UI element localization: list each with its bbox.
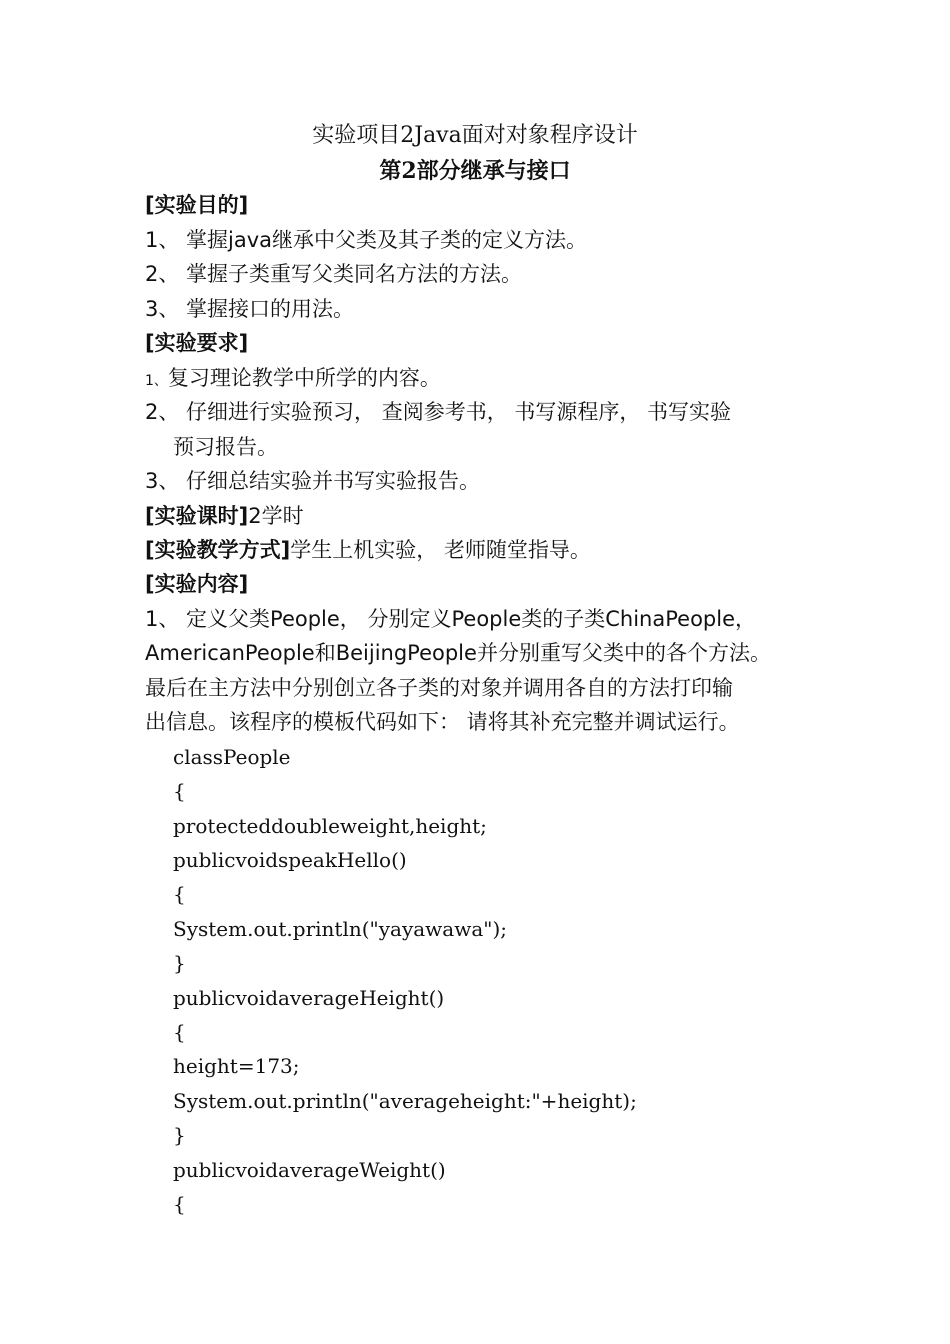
method-line [145,535,591,565]
code-line: height=173; [173,1054,300,1078]
code-line: publicvoidspeakHello() [173,848,407,872]
requirement-item-1-number: 1、 [145,373,168,389]
requirement-item-2-line-2: 预习报告。 [173,435,278,459]
content-paragraph-line-4: 出信息。该程序的模板代码如下： 请将其补充完整并调试运行。 [145,710,740,734]
code-line: classPeople [173,745,291,769]
document-title: 实验项目2Java面对对象程序设计 [312,123,638,148]
code-line: publicvoidaverageWeight() [173,1158,446,1182]
hours-heading: [实验课时] [145,504,249,528]
document-subtitle: 第2部分继承与接口 [379,158,571,184]
code-line: { [173,1192,186,1216]
code-line: System.out.println("averageheight:"+height); [173,1089,637,1113]
hours-value: 2学时 [248,504,304,528]
purpose-heading: [实验目的] [145,193,249,217]
code-line: System.out.println("yayawawa"); [173,917,508,941]
code-line: protecteddoubleweight,height; [173,814,487,838]
requirement-item-2-line-1: 2、 仔细进行实验预习， 查阅参考书， 书写源程序， 书写实验 [145,400,732,424]
purpose-item-1: 1、 掌握java继承中父类及其子类的定义方法。 [145,228,588,252]
code-line: { [173,1020,186,1044]
code-line: { [173,779,186,803]
code-line: } [173,1123,186,1147]
code-line: } [173,951,186,975]
content-paragraph-line-2: AmericanPeople和BeijingPeople并分别重写父类中的各个方法。 [145,641,771,665]
purpose-item-3: 3、 掌握接口的用法。 [145,297,355,321]
method-value: 学生上机实验， 老师随堂指导。 [290,538,591,562]
code-line: { [173,882,186,906]
purpose-item-2: 2、 掌握子类重写父类同名方法的方法。 [145,262,523,286]
content-heading: [实验内容] [145,572,249,596]
code-line: publicvoidaverageHeight() [173,986,445,1010]
method-heading: [实验教学方式] [145,538,291,562]
hours-line [145,501,304,531]
content-paragraph-line-3: 最后在主方法中分别创立各子类的对象并调用各自的方法打印输 [145,676,733,700]
content-paragraph-line-1: 1、 定义父类People， 分别定义People类的子类ChinaPeople， [145,607,756,631]
requirement-heading: [实验要求] [145,331,249,355]
requirement-item-3: 3、 仔细总结实验并书写实验报告。 [145,469,481,493]
requirement-item-1-text: 复习理论教学中所学的内容。 [167,366,441,390]
requirement-item-1 [145,363,441,396]
